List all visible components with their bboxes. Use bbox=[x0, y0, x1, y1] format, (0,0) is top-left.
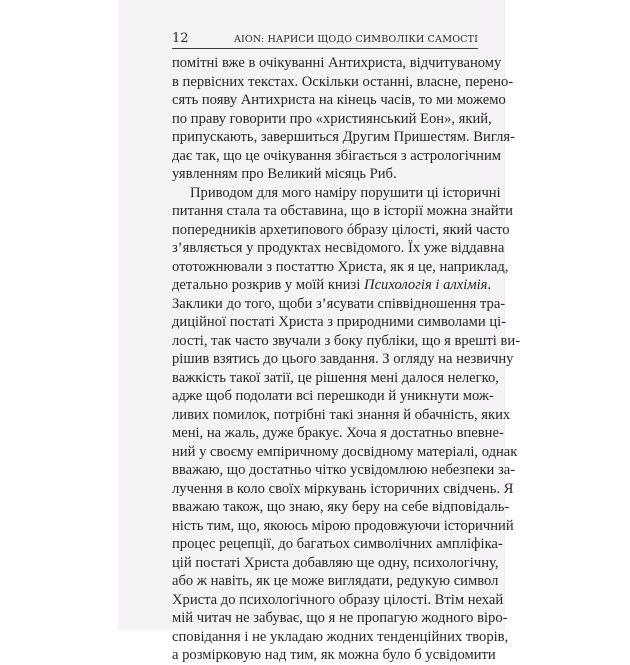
body-text bbox=[172, 54, 521, 665]
text-line: вважаю, що достатньо чітко усвідомлюю небезпеки за- bbox=[172, 462, 516, 478]
book-title: Психологія і алхімія bbox=[364, 277, 488, 293]
text-line: питання стала та обставина, що в історії можна знайти bbox=[172, 203, 513, 219]
text-line: вважаю також, що знаю, яку беру на себе відповідаль- bbox=[172, 499, 510, 515]
book-page bbox=[118, 0, 521, 663]
text-line: з’являється у продуктах несвідомого. Їх уже віддавна bbox=[172, 240, 505, 256]
page-header bbox=[172, 30, 478, 49]
text-line: а розмірковую над тим, як можна було б усвідомити bbox=[172, 647, 496, 663]
text-line: сповідання і не укладаю жодних тенденційних творів, bbox=[172, 628, 509, 645]
text-line: лості, так часто звучали з боку публіки, що я врешті ви- bbox=[172, 332, 521, 349]
text-line: диційної постаті Христа з природними символами ці- bbox=[172, 314, 507, 330]
text-line: помітні вже в очікуванні Антихриста, відчитуваному bbox=[172, 55, 502, 71]
text-line: ливих помилок, потрібні такі знання й обачність, яких bbox=[172, 406, 511, 423]
text-line: або ж навіть, як це може виглядати, редукую символ bbox=[172, 573, 499, 589]
text-fragment: . bbox=[487, 277, 492, 293]
text-line: Заклики до того, щоби з’ясувати співвідношення тра- bbox=[172, 295, 506, 312]
text-line: процес рецепції, до багатьох символічних ампліфіка- bbox=[172, 536, 503, 552]
text-line: цій постаті Христа добавляю ще одну, психологічну, bbox=[172, 554, 499, 571]
text-line: рішив взятись до цього завдання. З огляду на незвичну bbox=[172, 351, 514, 367]
text-line: Приводом для мого наміру порушити ці історичні bbox=[190, 184, 501, 201]
text-fragment: детально розкрив у моїй книзі bbox=[172, 277, 365, 293]
text-line: припускають, завершиться Другим Пришестям. Вигля- bbox=[172, 129, 515, 145]
text-line: мій читач не забуває, що я не пропагую жодного віро- bbox=[172, 610, 508, 626]
text-line: уявленням про Великий місяць Риб. bbox=[172, 166, 397, 182]
text-line-with-title bbox=[172, 276, 492, 295]
text-line: важкість такої затії, це рішення мені далося нелегко, bbox=[172, 369, 499, 386]
text-line: в первісних текстах. Оскільки останні, власне, перено- bbox=[172, 73, 514, 90]
text-line: мені, на жаль, дуже бракує. Хоча я достатньо впевне- bbox=[172, 425, 504, 441]
text-line: по праву говорити про «християнський Еон», який, bbox=[172, 110, 492, 127]
text-line: ототожнювали з постаттю Христа, як я це, наприклад, bbox=[172, 258, 509, 275]
text-line: ність тим, що, якоюсь мірою продовжуючи історичний bbox=[172, 517, 514, 534]
text-line: Христа до психологічного образу цілості. Втім нехай bbox=[172, 591, 504, 608]
text-line: лучення в коло своїх міркувань історичних свідчень. Я bbox=[172, 480, 514, 497]
page-number: 12 bbox=[172, 31, 189, 46]
text-line: попередників архетипового óбразу цілості, який часто bbox=[172, 221, 510, 238]
text-line: сять появу Антихриста на кінець часів, то ми можемо bbox=[172, 92, 506, 108]
running-title: AION: НАРИСИ ЩОДО СИМВОЛІКИ САМОСТІ bbox=[233, 34, 478, 45]
text-line: дає так, що це очікування збігається з астрологічним bbox=[172, 147, 501, 164]
text-line: ний у своєму емпіричному досвідному матеріалі, однак bbox=[172, 443, 518, 460]
text-line: адже щоб подолати всі перешкоди й уникнути мож- bbox=[172, 388, 494, 404]
